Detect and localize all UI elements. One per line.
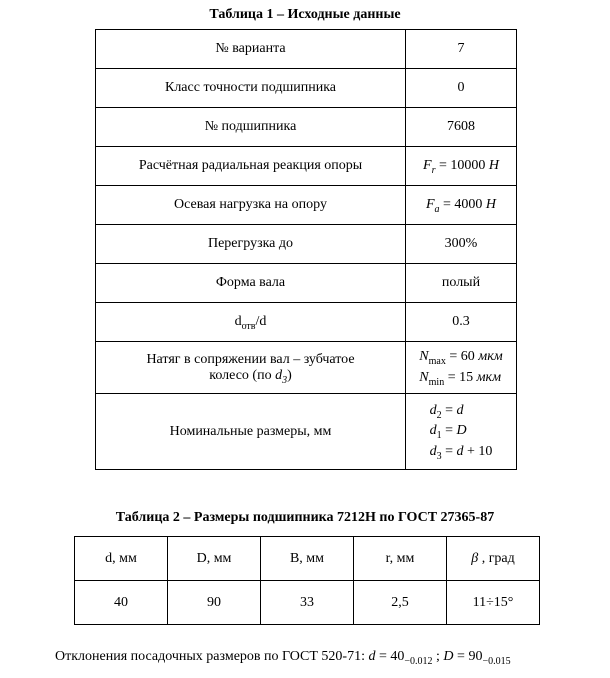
label-line-2 xyxy=(104,368,397,384)
table-row xyxy=(96,342,517,394)
cell-value: 11÷15° xyxy=(447,581,540,625)
table-value-row xyxy=(75,581,540,625)
table2-bearing-dimensions xyxy=(74,536,540,625)
math-eq: = 60 xyxy=(445,349,479,365)
row-value-formula xyxy=(406,147,517,186)
table-row xyxy=(96,186,517,225)
math-sub: 3 xyxy=(282,374,288,386)
row-value: 7 xyxy=(406,30,517,69)
row-value-formula xyxy=(406,186,517,225)
cell-value: 33 xyxy=(261,581,354,625)
table1-title: Таблица 1 – Исходные данные xyxy=(209,7,401,22)
math-sub: a xyxy=(434,203,440,215)
math-var: N xyxy=(419,369,429,385)
row-label: № подшипника xyxy=(96,108,406,147)
row-value: 300% xyxy=(406,225,517,264)
math-sub: 2 xyxy=(436,409,442,421)
table-row xyxy=(96,69,517,108)
beta-symbol: β xyxy=(471,550,479,566)
label-rest: /d xyxy=(255,314,267,329)
math-eq: = 4000 xyxy=(439,197,486,212)
math-eq: = 15 xyxy=(444,369,477,385)
math-unit: мкм xyxy=(476,369,502,385)
row-label: № варианта xyxy=(96,30,406,69)
formula-lines xyxy=(430,401,493,462)
formula-line xyxy=(430,421,493,441)
formula-lines xyxy=(419,347,502,388)
column-header-rest: , град xyxy=(478,550,515,566)
label-text: ) xyxy=(287,367,292,383)
math-rhs: d xyxy=(456,443,464,459)
row-label: Форма вала xyxy=(96,264,406,303)
math-sub: max xyxy=(428,356,446,367)
label-sub: отв xyxy=(241,320,256,332)
formula-line xyxy=(430,442,493,462)
math-sub: 3 xyxy=(436,450,442,462)
row-value: полый xyxy=(406,264,517,303)
note-text: Отклонения посадочных размеров по ГОСТ 520-71: xyxy=(55,649,369,664)
cell-value: 40 xyxy=(75,581,168,625)
cell-value: 90 xyxy=(168,581,261,625)
label-line-1: Натяг в сопряжении вал – зубчатое xyxy=(146,351,355,367)
table-row xyxy=(96,147,517,186)
formula-line xyxy=(430,401,493,421)
formula-line xyxy=(419,368,502,388)
math-eq: = xyxy=(441,403,457,419)
math-rhs: D xyxy=(456,423,467,439)
math-unit: Н xyxy=(485,197,497,212)
row-label: Расчётная радиальная реакция опоры xyxy=(96,147,406,186)
math-eq: = 40 xyxy=(375,649,405,664)
table-row xyxy=(96,264,517,303)
math-rhs: d xyxy=(456,403,464,419)
column-header: B, мм xyxy=(261,537,354,581)
row-value-formula xyxy=(406,342,517,394)
math-var: d xyxy=(429,443,437,459)
label-text: колесо (по xyxy=(209,367,276,383)
tolerance-sub: −0.015 xyxy=(482,655,511,667)
math-tail: + 10 xyxy=(463,443,493,459)
math-eq: = xyxy=(441,443,457,459)
row-value: 7608 xyxy=(406,108,517,147)
math-eq: = xyxy=(441,423,457,439)
column-header: D, мм xyxy=(168,537,261,581)
row-value: 0.3 xyxy=(406,303,517,342)
table1-initial-data xyxy=(95,29,517,470)
table2-title: Таблица 2 – Размеры подшипника 7212Н по ГОСТ 27365-87 xyxy=(115,510,495,525)
table-row xyxy=(96,225,517,264)
tolerance-sub: −0.012 xyxy=(404,655,433,667)
math-unit: мкм xyxy=(478,349,503,365)
math-sub: r xyxy=(431,164,436,176)
math-var: d xyxy=(429,423,437,439)
math-var: F xyxy=(425,197,435,212)
math-var: D xyxy=(443,649,454,664)
row-value: 0 xyxy=(406,69,517,108)
row-label: Класс точности подшипника xyxy=(96,69,406,108)
column-header: r, мм xyxy=(354,537,447,581)
math-eq: = 10000 xyxy=(435,158,489,173)
math-sub: 1 xyxy=(436,430,442,442)
math-var: d xyxy=(275,367,283,383)
note-separator: ; xyxy=(432,649,444,664)
math-eq: = 90 xyxy=(453,649,483,664)
table-row xyxy=(96,303,517,342)
table-row xyxy=(96,30,517,69)
math-var: F xyxy=(423,158,432,173)
formula-line xyxy=(419,347,502,367)
label-base: d xyxy=(234,314,242,329)
table-row xyxy=(96,108,517,147)
table-header-row xyxy=(75,537,540,581)
column-header-beta xyxy=(447,537,540,581)
math-var: d xyxy=(368,649,376,664)
cell-value: 2,5 xyxy=(354,581,447,625)
row-label: Перегрузка до xyxy=(96,225,406,264)
column-header: d, мм xyxy=(75,537,168,581)
row-value-formula xyxy=(406,394,517,470)
math-sub: min xyxy=(428,376,445,388)
row-label: Номинальные размеры, мм xyxy=(96,394,406,470)
table-row xyxy=(96,394,517,470)
math-var: d xyxy=(429,403,437,419)
tolerance-note xyxy=(55,649,610,665)
row-label-multiline xyxy=(96,342,406,394)
row-label-subscripted xyxy=(96,303,406,342)
row-label: Осевая нагрузка на опору xyxy=(96,186,406,225)
math-unit: Н xyxy=(488,158,499,173)
math-var: N xyxy=(419,349,429,365)
